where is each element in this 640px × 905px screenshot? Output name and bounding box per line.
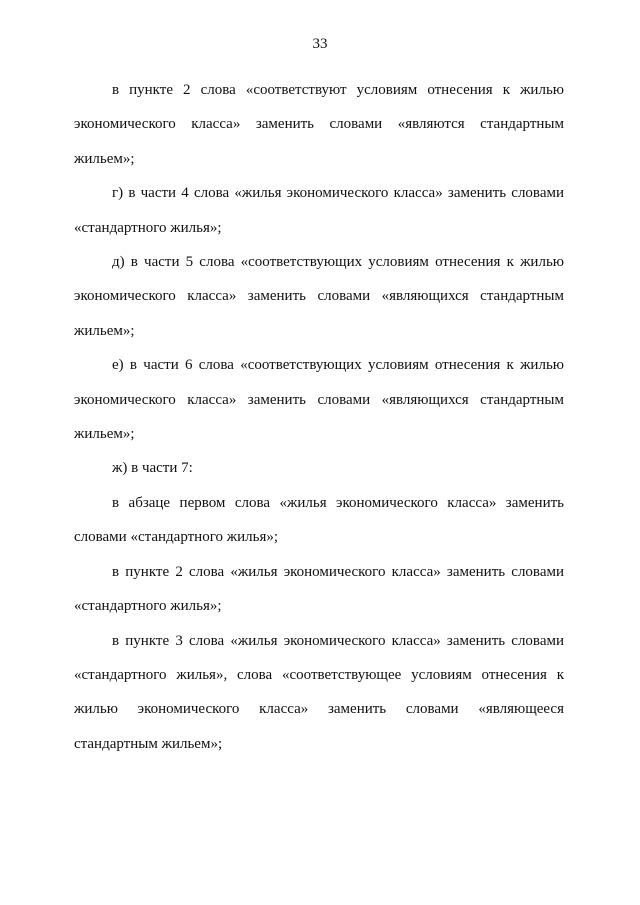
paragraph-item-2: в пункте 2 слова «соответствуют условиям отнесения к жилью экономического класса» заменить словами «являются стандартным жильем»;: [74, 82, 564, 167]
document-body: [74, 73, 564, 761]
paragraph-part-5: д) в части 5 слова «соответствующих условиям отнесения к жилью экономического класса» заменить словами «являющихся стандартным жильем»;: [74, 254, 564, 339]
page-number: 33: [312, 36, 328, 52]
paragraph-part-7-item-3: в пункте 3 слова «жилья экономического класса» заменить словами «стандартного жилья», слова «соответствующее условиям отнесения к жилью экономического класса» заменить словами «являющееся стандартным жильем»;: [74, 632, 564, 752]
paragraph-part-7-item-2: в пункте 2 слова «жилья экономического класса» заменить словами «стандартного жилья»;: [74, 563, 564, 615]
paragraph-part-6: е) в части 6 слова «соответствующих условиям отнесения к жилью экономического класса» заменить словами «являющихся стандартным жильем»;: [74, 357, 564, 443]
paragraph-part-4: г) в части 4 слова «жилья экономического класса» заменить словами «стандартного жилья»;: [74, 185, 564, 236]
paragraph-part-7-first-abzac: в абзаце первом слова «жилья экономического класса» заменить словами «стандартного жилья»;: [74, 494, 564, 546]
paragraph-part-7: ж) в части 7:: [112, 460, 193, 477]
